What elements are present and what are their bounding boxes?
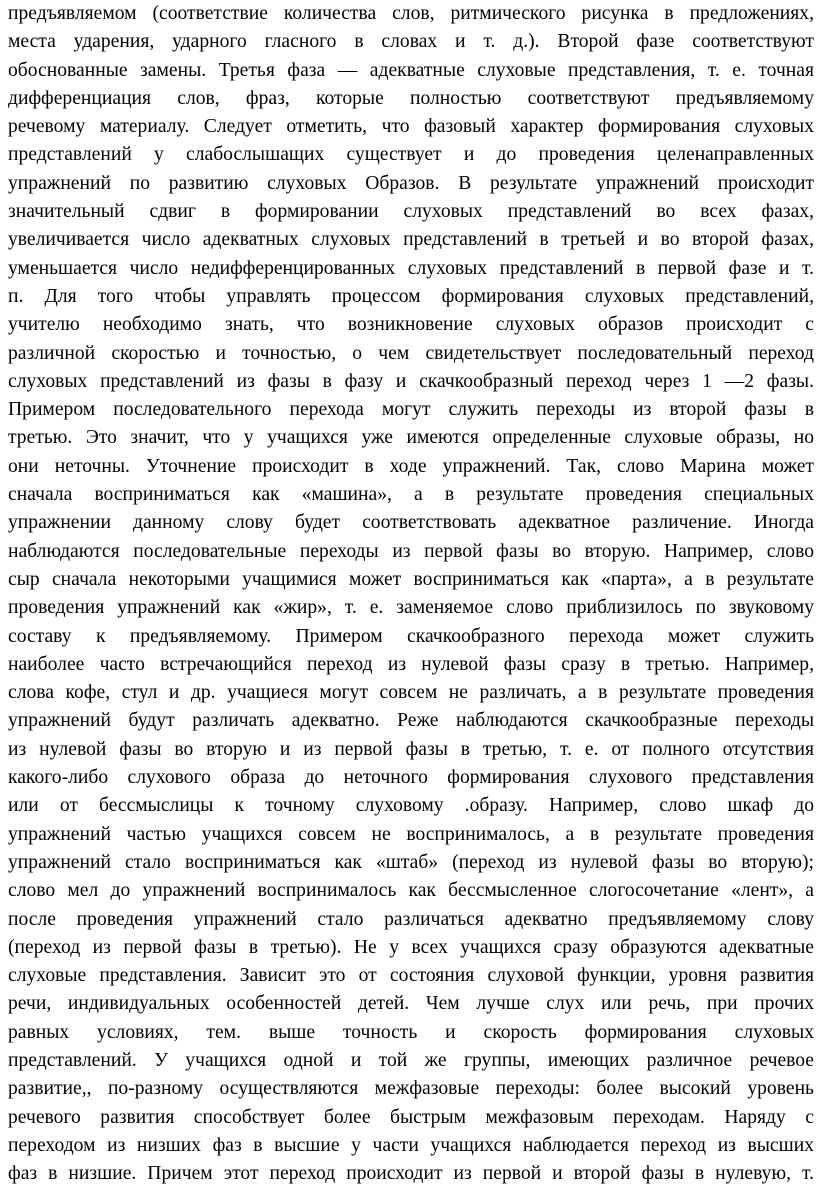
text-line: обоснованные замены. Третья фаза — адекватные слуховые представления, т. е. точная	[8, 59, 814, 81]
text-line: равных условиях, тем. выше точность и скорость формирования слуховых	[8, 1021, 814, 1043]
text-line: наблюдаются последовательные переходы из первой фазы во вторую. Например, слово	[8, 540, 814, 562]
text-line: наиболее часто встречающийся переход из нулевой фазы сразу в третью. Например,	[8, 653, 814, 675]
text-line: упражнений частью учащихся совсем не воспринималось, а в результате проведения	[8, 823, 814, 845]
text-line: различной скоростью и точностью, о чем свидетельствует последовательный переход	[8, 342, 814, 364]
text-line: (переход из первой фазы в третью). Не у всех учащихся сразу образуются адекватные	[8, 936, 814, 958]
text-line: представлений. У учащихся одной и той же группы, имеющих различное речевое	[8, 1049, 814, 1071]
text-line: значительный сдвиг в формировании слуховых представлений во всех фазах,	[8, 201, 814, 223]
text-line: слуховые представления. Зависит это от состояния слуховой функции, уровня развития	[8, 965, 814, 987]
text-line: увеличивается число адекватных слуховых представлений в третьей и во второй фазах,	[8, 229, 814, 251]
text-line: фаз в низшие. Причем этот переход происходит из первой и второй фазы в нулевую, т.	[8, 1163, 814, 1185]
text-line: Примером последовательного перехода могут служить переходы из второй фазы в	[8, 399, 814, 421]
text-line: речевому материалу. Следует отметить, что фазовый характер формирования слуховых	[8, 116, 814, 138]
text-line: составу к предъявляемому. Примером скачкообразного перехода может служить	[8, 625, 814, 647]
text-line: какого-либо слухового образа до неточного формирования слухового представления	[8, 767, 814, 789]
text-line: речи, индивидуальных особенностей детей. Чем лучше слух или речь, при прочих	[8, 993, 814, 1015]
text-line: проведения упражнений как «жир», т. е. заменяемое слово приблизилось по звуковому	[8, 597, 814, 619]
text-line: после проведения упражнений стало различаться адекватно предъявляемому слову	[8, 908, 814, 930]
text-line: п. Для того чтобы управлять процессом формирования слуховых представлений,	[8, 285, 814, 307]
text-line: упражнений по развитию слуховых Образов. В результате упражнений происходит	[8, 172, 814, 194]
text-line: слова кофе, стул и др. учащиеся могут совсем не различать, а в результате проведения	[8, 682, 814, 704]
text-line: речевого развития способствует более быстрым межфазовым переходам. Наряду с	[8, 1106, 814, 1128]
text-line: упражнении данному слову будет соответствовать адекватное различение. Иногда	[8, 512, 814, 534]
text-line: слово мел до упражнений воспринималось как бессмысленное слогосочетание «лент», а	[8, 880, 814, 902]
text-line: третью. Это значит, что у учащихся уже имеются определенные слуховые образы, но	[8, 427, 814, 449]
text-line: предъявляемом (соответствие количества слов, ритмического рисунка в предложениях,	[8, 3, 814, 24]
text-line: учителю необходимо знать, что возникновение слуховых образов происходит с	[8, 314, 814, 336]
text-line: упражнений будут различать адекватно. Реже наблюдаются скачкообразные переходы	[8, 710, 814, 732]
text-line: сначала восприниматься как «машина», а в результате проведения специальных	[8, 484, 814, 506]
text-line: из нулевой фазы во вторую и из первой фазы в третью, т. е. от полного отсутствия	[8, 738, 814, 760]
text-line: сыр сначала некоторыми учащимися может восприниматься как «парта», а в результате	[8, 568, 814, 590]
text-line: уменьшается число недифференцированных слуховых представлений в первой фазе и т.	[8, 257, 814, 279]
text-line: или от бессмыслицы к точному слуховому .образу. Например, слово шкаф до	[8, 795, 814, 817]
text-line: переходом из низших фаз в высшие у части учащихся наблюдается переход из высших	[8, 1134, 814, 1156]
text-line: слуховых представлений из фазы в фазу и скачкообразный переход через 1 —2 фазы.	[8, 370, 814, 392]
text-line: они неточны. Уточнение происходит в ходе упражнений. Так, слово Марина может	[8, 455, 814, 477]
body-text	[8, 0, 814, 1188]
text-line: дифференциация слов, фраз, которые полностью соответствуют предъявляемому	[8, 87, 814, 109]
text-line: развитие,, по-разному осуществляются межфазовые переходы: более высокий уровень	[8, 1078, 814, 1100]
text-line: представлений у слабослышащих существует и до проведения целенаправленных	[8, 144, 814, 166]
text-line: упражнений стало восприниматься как «штаб» (переход из нулевой фазы во вторую);	[8, 851, 814, 873]
text-line: места ударения, ударного гласного в словах и т. д.). Второй фазе соответствуют	[8, 31, 814, 53]
